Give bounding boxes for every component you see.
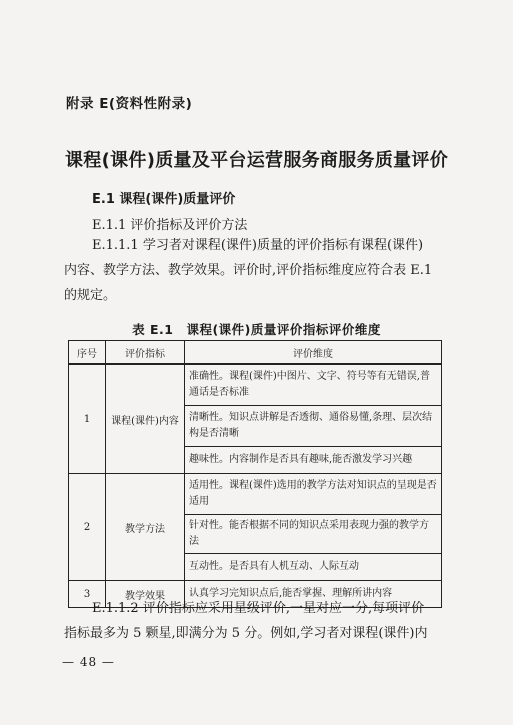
paragraph-line: E.1.1.1 学习者对课程(课件)质量的评价指标有课程(课件) <box>92 238 424 253</box>
paragraph-line: E.1.1.2 评价指标应采用星级评价,一星对应一分,每项评价 <box>92 601 425 616</box>
table-row <box>69 474 442 515</box>
paragraph-e1-1-1 <box>64 233 449 308</box>
row-indicator: 课程(课件)内容 <box>106 364 185 474</box>
dimension-cell: 准确性。课程(课件)中图片、文字、符号等有无错误,普通话是否标准 <box>185 364 442 406</box>
dimension-cell: 适用性。课程(课件)选用的教学方法对知识点的呈现是否适用 <box>185 474 442 515</box>
row-indicator: 教学效果 <box>106 581 185 608</box>
paragraph-line: 的规定。 <box>64 288 117 303</box>
table-row <box>69 364 442 406</box>
dimension-cell: 针对性。能否根据不同的知识点采用表现力强的教学方法 <box>185 515 442 554</box>
dimension-cell: 互动性。是否具有人机互动、人际互动 <box>185 554 442 581</box>
row-number: 3 <box>69 581 106 608</box>
page-number: — 48 — <box>62 655 115 669</box>
dimension-cell: 趣味性。内容制作是否具有趣味,能否激发学习兴趣 <box>185 447 442 474</box>
row-indicator: 教学方法 <box>106 474 185 581</box>
paragraph-line: 指标最多为 5 颗星,即满分为 5 分。例如,学习者对课程(课件)内 <box>64 626 428 641</box>
table-caption: 表 E.1 课程(课件)质量评价指标评价维度 <box>132 322 381 337</box>
header-no: 序号 <box>69 341 106 365</box>
row-number: 2 <box>69 474 106 581</box>
paragraph-line: 内容、教学方法、教学效果。评价时,评价指标维度应符合表 E.1 <box>64 263 433 278</box>
table-header-row <box>69 341 442 365</box>
subsection-heading: E.1.1 评价指标及评价方法 <box>92 218 248 233</box>
evaluation-table <box>68 340 442 608</box>
appendix-label: 附录 E(资料性附录) <box>66 96 193 112</box>
header-indicator: 评价指标 <box>106 341 185 365</box>
paragraph-e1-1-2 <box>64 596 449 646</box>
header-dimension: 评价维度 <box>185 341 442 365</box>
dimension-cell: 认真学习完知识点后,能否掌握、理解所讲内容 <box>185 581 442 608</box>
section-heading: E.1 课程(课件)质量评价 <box>92 192 236 207</box>
page-title: 课程(课件)质量及平台运营服务商服务质量评价 <box>64 150 449 171</box>
row-number: 1 <box>69 364 106 474</box>
dimension-cell: 清晰性。知识点讲解是否透彻、通俗易懂,条理、层次结构是否清晰 <box>185 406 442 447</box>
